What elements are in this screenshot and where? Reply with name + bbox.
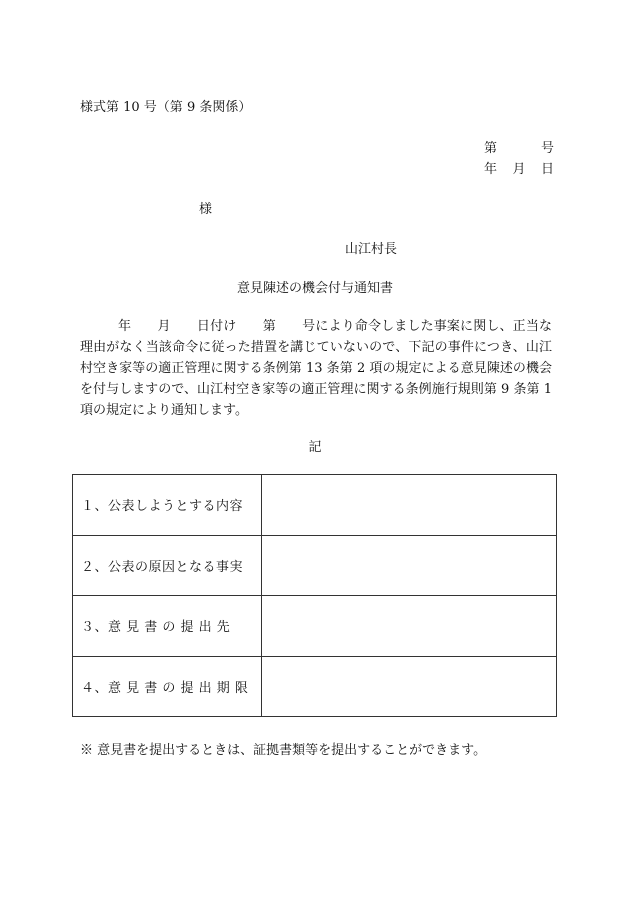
row-value [262,596,557,657]
row-value [262,656,557,717]
body-paragraph: 年 月 日付け 第 号により命令しました事案に関し、正当な理由がなく当該命令に従った措置を講じていないので、下記の事件につき、山江村空き家等の適正管理に関する条例第 13 条第 2 項の規定による意見陳述の機会を付与しますので、山江村空き家等の適正管理に関する条例施行規則第 9 条第 1 項の規定により通知します。 [80,319,552,418]
row-value [262,535,557,596]
document-title: 意見陳述の機会付与通知書 [236,281,393,296]
document-number: 第 号 [484,141,554,156]
row-value [262,475,557,536]
form-number: 様式第 10 号（第 9 条関係） [80,100,252,115]
sender-name: 山江村長 [345,242,398,257]
table-row [73,475,557,536]
issue-date: 年 月 日 [484,162,554,177]
footnote: ※ 意見書を提出するときは、証拠書類等を提出することができます。 [80,743,487,758]
table-row [73,656,557,717]
row-label: １、公表しようとする内容 [73,475,262,536]
ki-heading: 記 [308,440,322,455]
table-row [73,596,557,657]
row-label: ２、公表の原因となる事実 [73,535,262,596]
row-label: ４、意 見 書 の 提 出 期 限 [73,656,262,717]
recipient-suffix: 様 [199,202,213,217]
items-table [72,474,557,717]
table-row [73,535,557,596]
row-label: ３、意 見 書 の 提 出 先 [73,596,262,657]
